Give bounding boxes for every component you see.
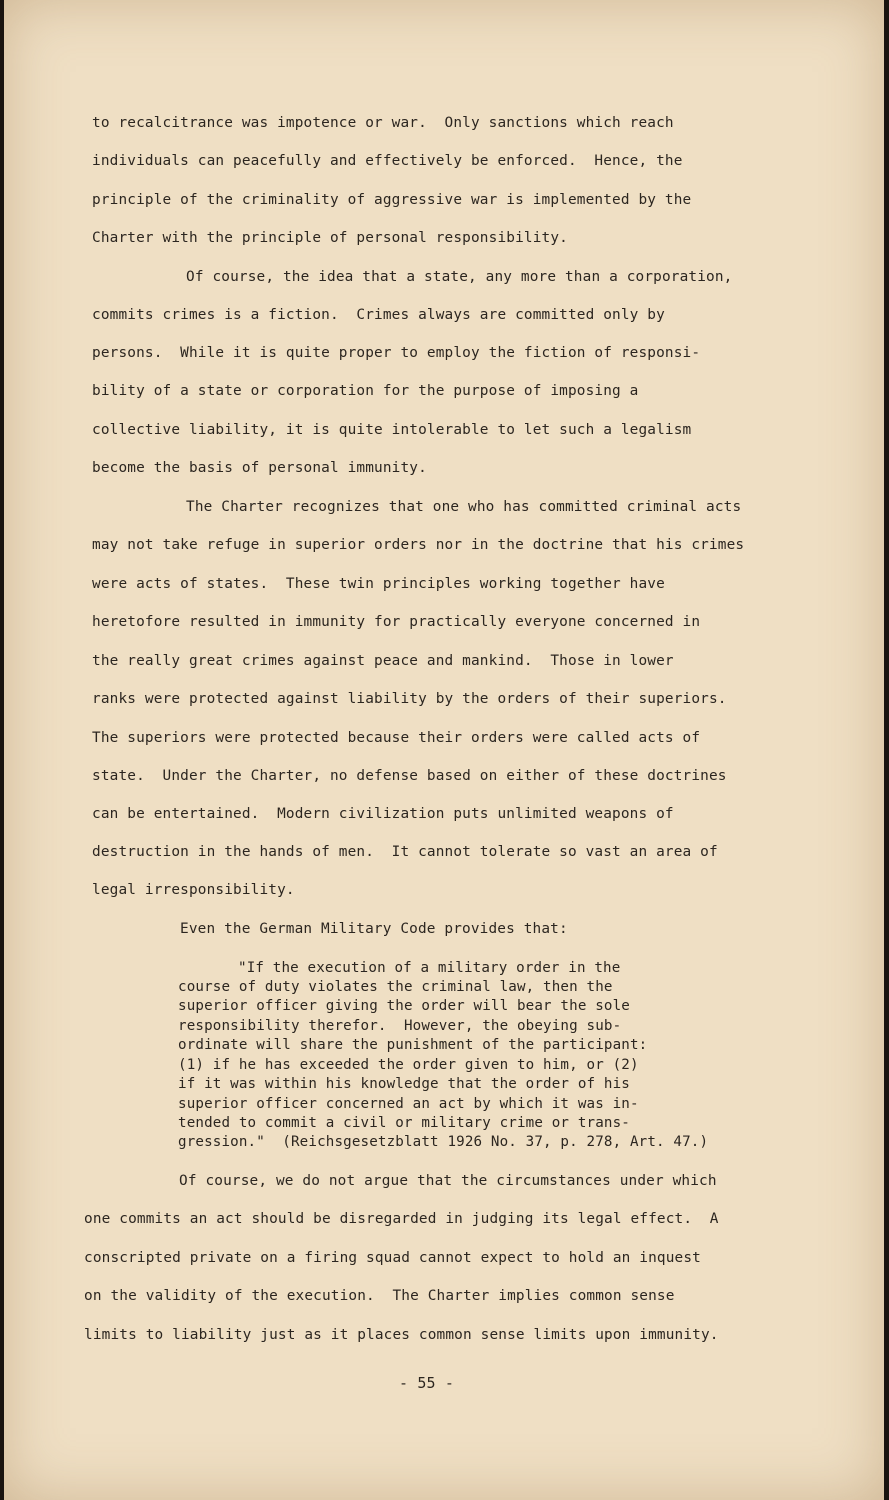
text-line: collective liability, it is quite intolerable to let such a legalism (92, 422, 692, 438)
text-line: principle of the criminality of aggressive war is implemented by the (92, 192, 692, 208)
text-line: Charter with the principle of personal responsibility. (92, 230, 568, 246)
text-line: bility of a state or corporation for the purpose of imposing a (92, 383, 639, 399)
text-line: legal irresponsibility. (92, 882, 295, 898)
page-number: - 55 - (399, 1374, 455, 1392)
text-line: were acts of states. These twin principles working together have (92, 576, 665, 592)
text-line: on the validity of the execution. The Charter implies common sense (84, 1288, 675, 1304)
document-page (4, 0, 884, 1500)
quote-line: if it was within his knowledge that the order of his (178, 1076, 630, 1092)
text-line: commits crimes is a fiction. Crimes always are committed only by (92, 307, 665, 323)
text-line: Of course, the idea that a state, any more than a corporation, (186, 269, 733, 285)
text-line: conscripted private on a firing squad cannot expect to hold an inquest (84, 1250, 701, 1266)
quote-line: course of duty violates the criminal law, then the (178, 979, 613, 995)
quote-line: superior officer giving the order will bear the sole (178, 998, 630, 1014)
text-line: The superiors were protected because their orders were called acts of (92, 730, 701, 746)
text-line: persons. While it is quite proper to employ the fiction of responsi- (92, 345, 701, 361)
text-line: individuals can peacefully and effectively be enforced. Hence, the (92, 153, 683, 169)
text-line: destruction in the hands of men. It cannot tolerate so vast an area of (92, 844, 718, 860)
text-line: ranks were protected against liability by the orders of their superiors. (92, 691, 727, 707)
quote-line: (1) if he has exceeded the order given to him, or (2) (178, 1057, 639, 1073)
text-line: limits to liability just as it places common sense limits upon immunity. (84, 1327, 719, 1343)
text-line: The Charter recognizes that one who has committed criminal acts (186, 499, 742, 515)
text-line: can be entertained. Modern civilization puts unlimited weapons of (92, 806, 674, 822)
quote-line: ordinate will share the punishment of the participant: (178, 1037, 648, 1053)
quote-line: gression." (Reichsgesetzblatt 1926 No. 37, p. 278, Art. 47.) (178, 1134, 709, 1150)
text-line: Even the German Military Code provides that: (180, 921, 568, 937)
quote-line: "If the execution of a military order in the (238, 960, 621, 976)
text-line: Of course, we do not argue that the circumstances under which (179, 1173, 717, 1189)
quote-line: responsibility therefor. However, the obeying sub- (178, 1018, 622, 1034)
text-line: the really great crimes against peace and mankind. Those in lower (92, 653, 674, 669)
text-line: become the basis of personal immunity. (92, 460, 427, 476)
quote-line: tended to commit a civil or military crime or trans- (178, 1115, 630, 1131)
text-line: to recalcitrance was impotence or war. Only sanctions which reach (92, 115, 674, 131)
text-line: heretofore resulted in immunity for practically everyone concerned in (92, 614, 701, 630)
quote-line: superior officer concerned an act by which it was in- (178, 1096, 639, 1112)
text-line: one commits an act should be disregarded in judging its legal effect. A (84, 1211, 719, 1227)
text-line: state. Under the Charter, no defense based on either of these doctrines (92, 768, 727, 784)
text-line: may not take refuge in superior orders nor in the doctrine that his crimes (92, 537, 745, 553)
